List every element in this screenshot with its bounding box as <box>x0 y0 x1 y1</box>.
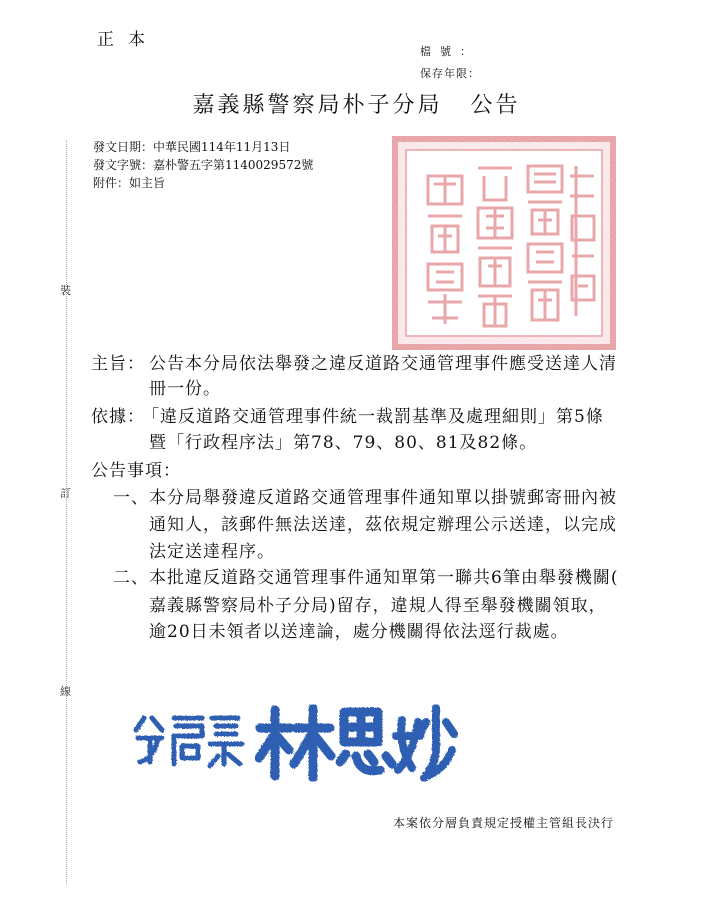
reference-number: 發文字號：嘉朴警五字第1140029572號 <box>93 158 314 172</box>
basis-line-2: 暨「行政程序法」第78、79、80、81及82條。 <box>149 433 538 453</box>
notice-item-1-line-1: 本分局舉發違反道路交通管理事件通知單以掛號郵寄冊內被 <box>149 488 617 508</box>
binding-mark-ding: 訂 <box>60 487 71 500</box>
binding-mark-zhuang: 裝 <box>60 284 71 297</box>
basis-label: 依據： <box>91 407 145 427</box>
delegation-footer-note: 本案依分層負責規定授權主管組長決行 <box>393 816 615 830</box>
official-seal-stamp <box>392 136 616 350</box>
binding-mark-xian: 線 <box>60 685 71 698</box>
binding-line <box>66 140 67 885</box>
attachment-note: 附件：如主旨 <box>93 176 166 190</box>
basis-line-1: 「違反道路交通管理事件統一裁罰基準及處理細則」第5條 <box>142 407 604 427</box>
subject-line-2: 冊一份。 <box>149 379 221 399</box>
notice-item-1-line-3: 法定送達程序。 <box>149 542 275 562</box>
notice-item-2-line-2: 嘉義縣警察局朴子分局)留存，違規人得至舉發機關領取， <box>149 596 607 616</box>
notice-item-2-number: 二、 <box>113 568 149 588</box>
subject-line-1: 公告本分局依法舉發之違反道路交通管理事件應受送達人清 <box>149 354 617 374</box>
notice-item-2-line-1: 本批違反道路交通管理事件通知單第一聯共6筆由舉發機關( <box>149 568 619 588</box>
notice-item-1-line-2: 通知人，該郵件無法送達，茲依規定辦理公示送達，以完成 <box>149 515 617 535</box>
subject-label: 主旨： <box>91 354 145 374</box>
original-copy-mark: 正本 <box>97 30 159 50</box>
retention-period-label: 保存年限： <box>420 67 480 80</box>
notice-item-2-line-3: 逾20日未領者以送達論，處分機關得依法逕行裁處。 <box>149 622 569 642</box>
document-type: 公告 <box>470 93 521 118</box>
file-number-label: 檔號： <box>420 45 480 58</box>
notice-heading: 公告事項： <box>91 461 181 481</box>
document-title <box>0 88 713 119</box>
agency-name: 嘉義縣警察局朴子分局 <box>192 93 443 118</box>
director-signature-stamp <box>130 700 460 790</box>
notice-item-1-number: 一、 <box>113 488 149 508</box>
issue-date: 發文日期：中華民國114年11月13日 <box>93 140 291 154</box>
